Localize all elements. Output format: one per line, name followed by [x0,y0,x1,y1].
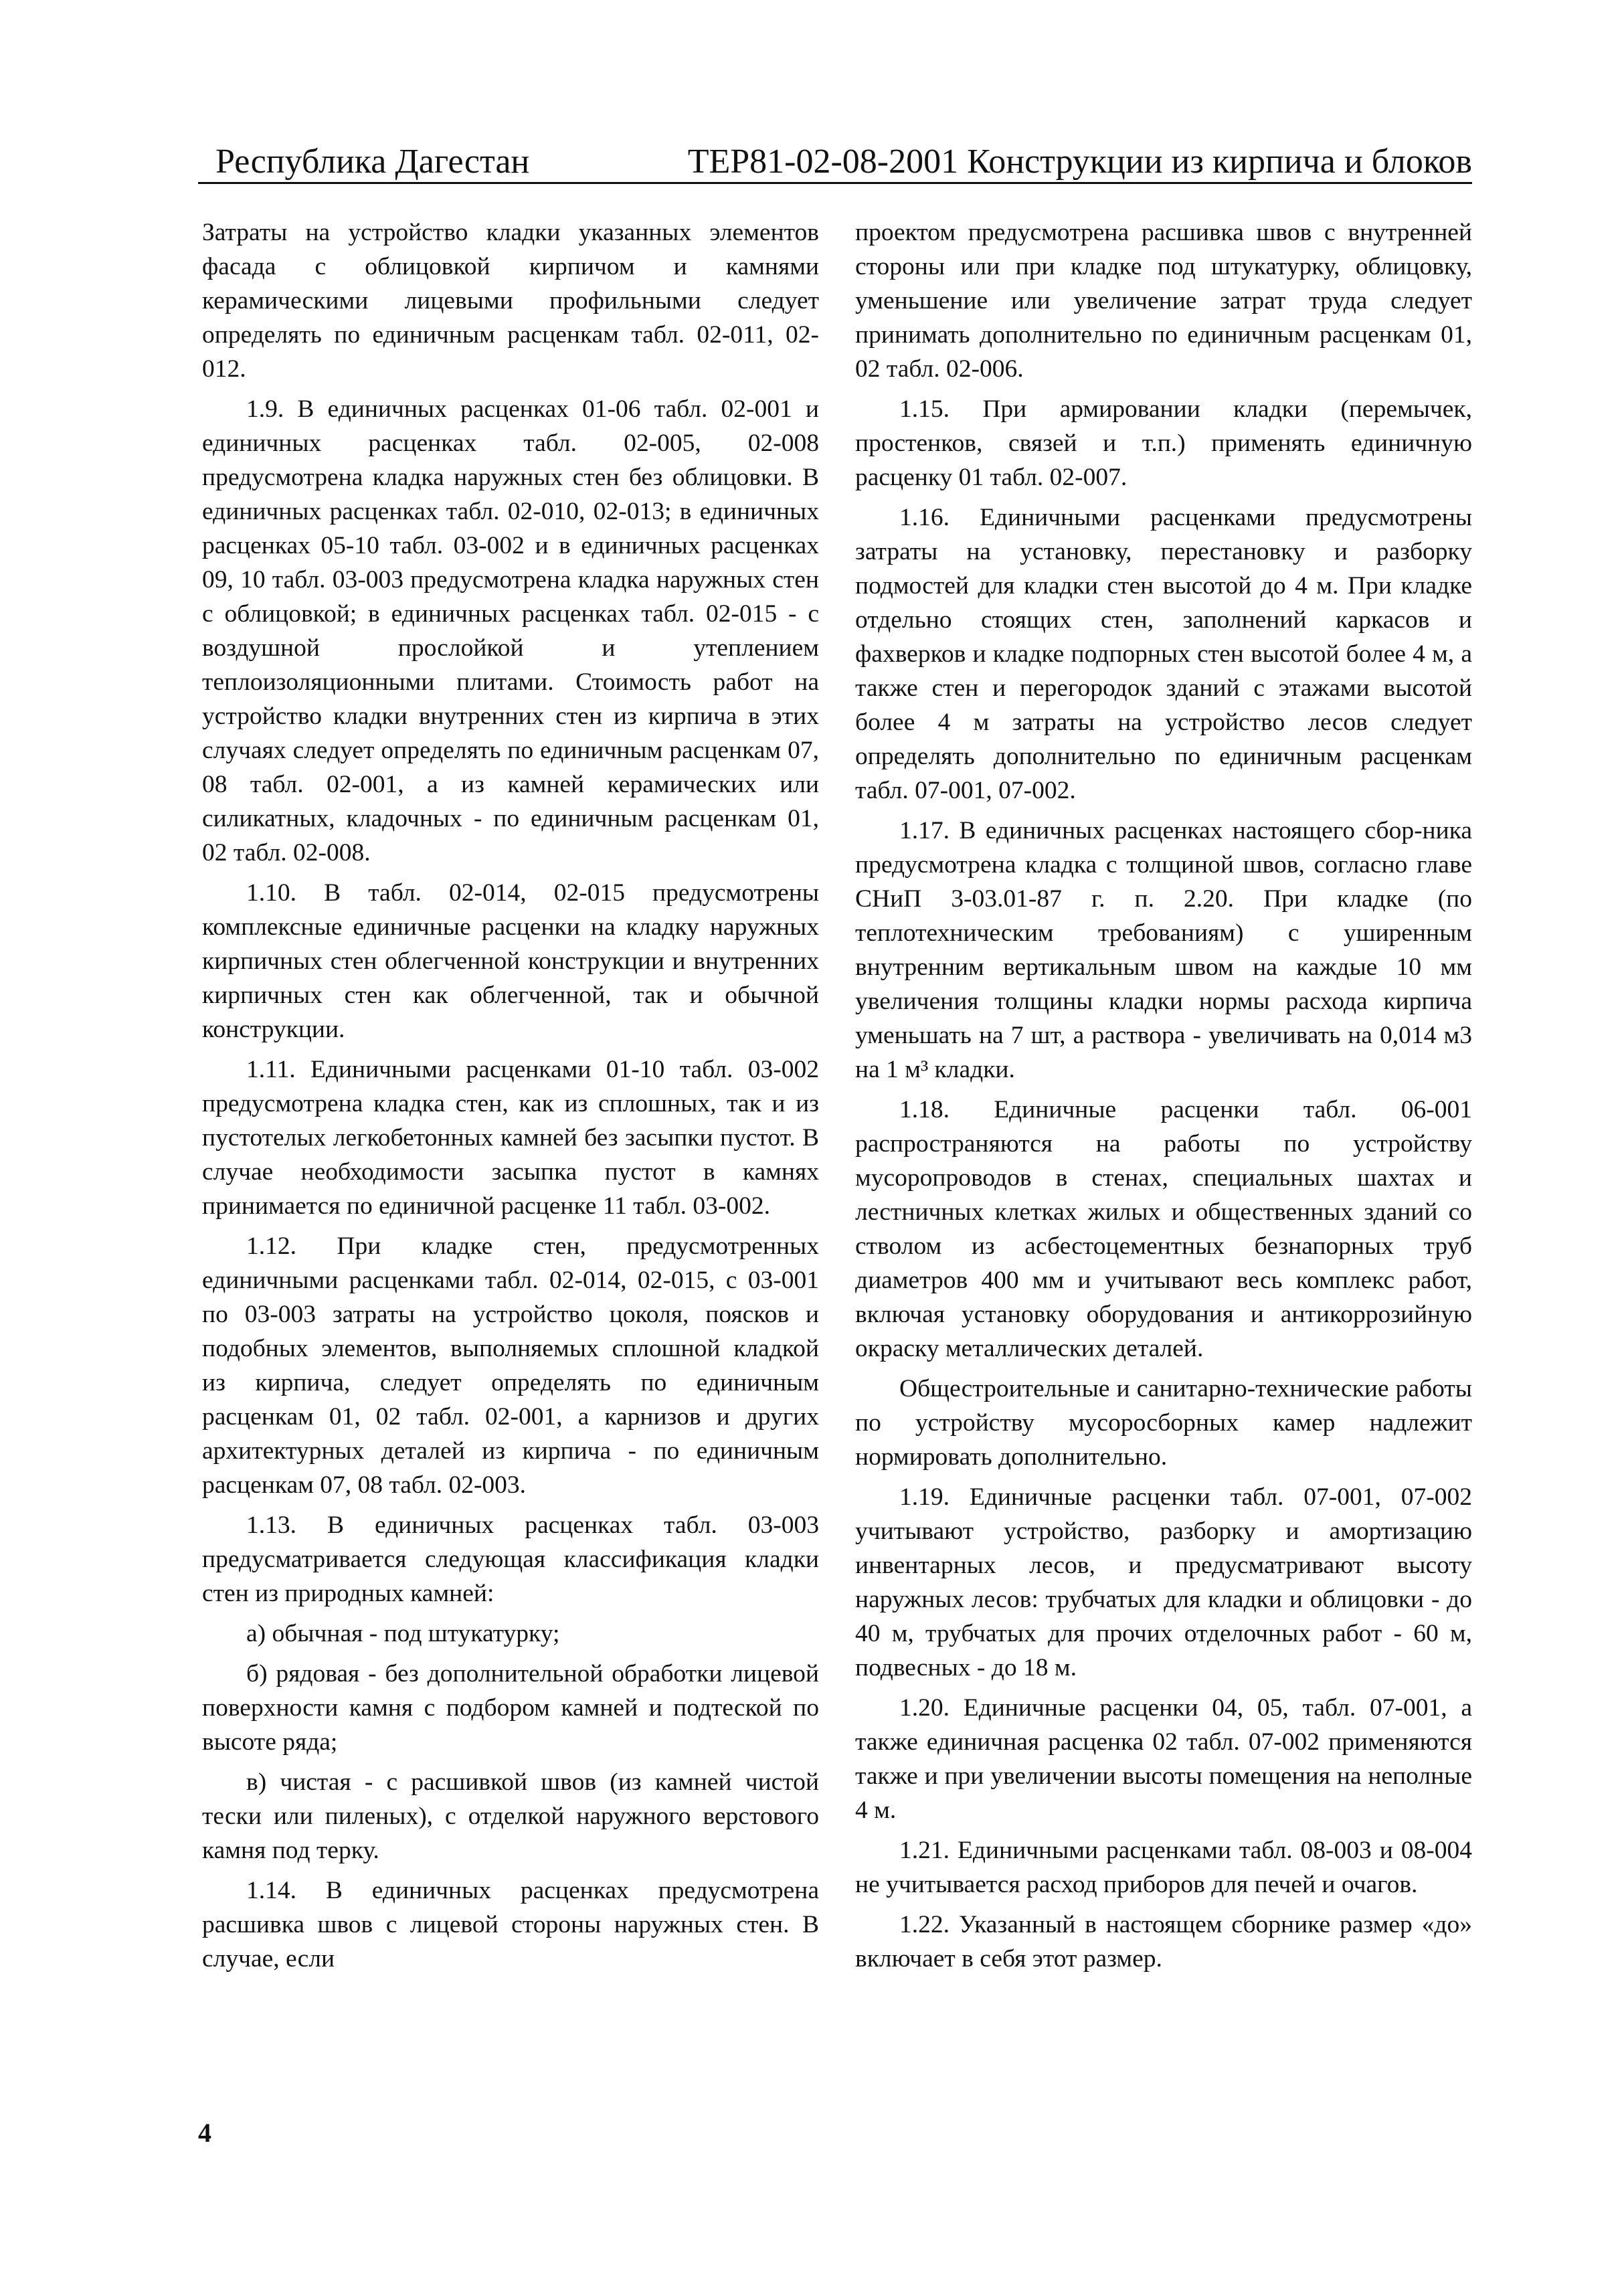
paragraph-1-14: 1.14. В единичных расценках предусмотрена расшивка швов с лицевой стороны наружных стен. В случае, если [202,1877,819,1973]
right-column [855,215,1472,1976]
paragraph-1-11: 1.11. Единичными расценками 01-10 табл. 03-002 предусмотрена кладка стен, как из сплошных, так и из пустотелых легкобетонных камней без засыпки пустот. В случае необходимости засыпка пустот в камнях принимается по единичной расценке 11 табл. 03-002. [202,1056,819,1220]
paragraph: Затраты на устройство кладки указанных элементов фасада с облицовкой кирпичом и камнями керамическими лицевыми профильными следует определять по единичным расценкам табл. 02-011, 02-012. [202,219,819,383]
paragraph-1-13: 1.13. В единичных расценках табл. 03-003 предусматривается следующая классификация кладки стен из природных камней: [202,1512,819,1607]
paragraph-1-19: 1.19. Единичные расценки табл. 07-001, 07-002 учитывают устройство, разборку и амортизацию инвентарных лесов, и предусматривают высоту наружных лесов: трубчатых для кладки и облицовки - до 40 м, трубчатых для прочих отделочных работ - 60 м, подвесных - до 18 м. [855,1483,1472,1681]
paragraph-1-20: 1.20. Единичные расценки 04, 05, табл. 07-001, а также единичная расценка 02 табл. 07-002 применяются также и при увеличении высоты помещения на неполные 4 м. [855,1694,1472,1824]
paragraph-1-22: 1.22. Указанный в настоящем сборнике размер «до» включает в себя этот размер. [855,1911,1472,1973]
running-header [198,139,1472,184]
paragraph-1-21: 1.21. Единичными расценками табл. 08-003 и 08-004 не учитывается расход приборов для печей и очагов. [855,1837,1472,1898]
paragraph-continued: проектом предусмотрена расшивка швов с внутренней стороны или при кладке под штукатурку, облицовку, уменьшение или увеличение затрат труда следует принимать дополнительно по единичным расценкам 01, 02 табл. 02-006. [855,219,1472,383]
paragraph-1-10: 1.10. В табл. 02-014, 02-015 предусмотрены комплексные единичные расценки на кладку наружных кирпичных стен облегченной конструкции и внутренних кирпичных стен как облегченной, так и обычной конструкции. [202,879,819,1043]
list-item-c: в) чистая - с расшивкой швов (из камней чистой тески или пиленых), с отделкой наружного верстового камня под терку. [202,1768,819,1864]
header-region: Республика Дагестан [215,143,530,181]
page-number: 4 [198,2118,211,2148]
header-document-title: ТЕР81-02-08-2001 Конструкции из кирпича и блоков [687,143,1472,181]
list-item-b: б) рядовая - без дополнительной обработки лицевой поверхности камня с подбором камней и подтеской по высоте ряда; [202,1660,819,1756]
paragraph-1-17: 1.17. В единичных расценках настоящего сбор-ника предусмотрена кладка с толщиной швов, согласно главе СНиП 3-03.01-87 г. п. 2.20. При кладке (по теплотехническим требованиям) с уширенным внутренним вертикальным швом на каждые 10 мм увеличения толщины кладки нормы расхода кирпича уменьшать на 7 шт, а раствора - увеличивать на 0,014 м3 на 1 м³ кладки. [855,817,1472,1083]
paragraph-1-9: 1.9. В единичных расценках 01-06 табл. 02-001 и единичных расценках табл. 02-005, 02-008 предусмотрена кладка наружных стен без облицовки. В единичных расценках табл. 02-010, 02-013; в единичных расценках 05-10 табл. 03-002 и в единичных расценках 09, 10 табл. 03-003 предусмотрена кладка наружных стен с облицовкой; в единичных расценках табл. 02-015 - с воздушной прослойкой и утеплением теплоизоляционными плитами. Стоимость работ на устройство кладки внутренних стен из кирпича в этих случаях следует определять по единичным расценкам 07, 08 табл. 02-001, а из камней керамических или силикатных, кладочных - по единичным расценкам 01, 02 табл. 02-008. [202,395,819,866]
paragraph-1-12: 1.12. При кладке стен, предусмотренных единичными расценками табл. 02-014, 02-015, с 03-001 по 03-003 затраты на устройство цоколя, поясков и подобных элементов, выполняемых сплошной кладкой из кирпича, следует определять по единичным расценкам 01, 02 табл. 02-001, а карнизов и других архитектурных деталей из кирпича - по единичным расценкам 07, 08 табл. 02-003. [202,1232,819,1499]
paragraph-1-18: 1.18. Единичные расценки табл. 06-001 распространяются на работы по устройству мусоропроводов в стенах, специальных шахтах и лестничных клетках жилых и общественных зданий со стволом из асбестоцементных безнапорных труб диаметров 400 мм и учитывают весь комплекс работ, включая установку оборудования и антикоррозийную окраску металлических деталей. [855,1096,1472,1362]
list-item-a: а) обычная - под штукатурку; [246,1620,560,1647]
left-column [202,215,819,1976]
paragraph-1-16: 1.16. Единичными расценками предусмотрены затраты на установку, перестановку и разборку подмостей для кладки стен высотой до 4 м. При кладке отдельно стоящих стен, заполнений каркасов и фахверков и кладке подпорных стен высотой более 4 м, а также стен и перегородок зданий с этажами высотой более 4 м затраты на устройство лесов следует определять дополнительно по единичным расценкам табл. 07-001, 07-002. [855,504,1472,804]
paragraph-1-15: 1.15. При армировании кладки (перемычек, простенков, связей и т.п.) применять единичную расценку 01 табл. 02-007. [855,395,1472,491]
paragraph-1-18-addendum: Общестроительные и санитарно-технические работы по устройству мусоросборных камер надлежит нормировать дополнительно. [855,1375,1472,1471]
